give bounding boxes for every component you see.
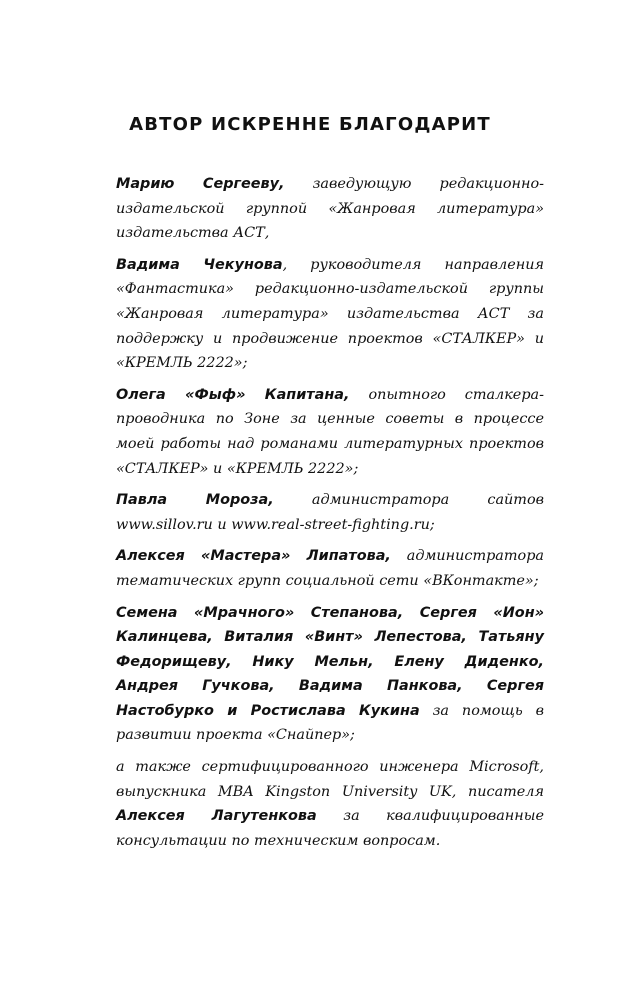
thanked-name: Павла Мороза, bbox=[116, 492, 274, 509]
paragraph-project-helpers bbox=[116, 601, 544, 749]
paragraph-maria-sergeeva bbox=[116, 172, 544, 246]
thanked-name: Вадима Чекунова bbox=[116, 256, 283, 273]
paragraph-oleg-kapitan bbox=[116, 383, 544, 481]
paragraph-aleksey-lipatov bbox=[116, 544, 544, 593]
page-heading: АВТОР ИСКРЕННЕ БЛАГОДАРИТ bbox=[129, 114, 491, 135]
paragraph-text: за квалифицированные консультации по техническим вопросам. bbox=[116, 808, 544, 849]
paragraph-aleksey-lagutenkov bbox=[116, 755, 544, 853]
thanked-name: Алексея «Мастера» Липатова, bbox=[116, 548, 391, 565]
paragraph-vadim-chekunov bbox=[116, 253, 544, 376]
paragraph-text: за помощь в развитии проекта «Снайпер»; bbox=[116, 702, 544, 744]
thanked-name: Марию Сергееву, bbox=[116, 176, 285, 192]
thanked-names-list: Семена «Мрачного» Степанова, Сергея «Ион» Калинцева, Виталия «Винт» Лепестова, Татьяну Федорищеву, Нику Мельн, Елену Диденко, Андрея Гучкова, Вадима Панкова, Сергея Настобурко и Ростислава Кукина bbox=[116, 604, 544, 719]
paragraph-lead-text: а также сертифицированного инженера Microsoft, выпускника MBA Kingston University UK, писателя bbox=[116, 759, 544, 800]
paragraph-text: опытного сталкера-проводника по Зоне за ценные советы в процессе моей работы над романами литературных проектов «СТАЛКЕР» и «КРЕМЛЬ 2222»; bbox=[116, 386, 544, 477]
thanked-name: Олега «Фыф» Капитана, bbox=[116, 386, 350, 403]
paragraph-pavel-moroz bbox=[116, 488, 544, 537]
paragraph-text: заведующую редакционно-издательской группой «Жанровая литература» издательства АСТ, bbox=[116, 176, 544, 242]
thanked-name: Алексея Лагутенкова bbox=[116, 808, 317, 825]
paragraph-text: , руководителя направления «Фантастика» редакционно-издательской группы «Жанровая литература» издательства АСТ за поддержку и продвижение проектов «СТАЛКЕР» и «КРЕМЛЬ 2222»; bbox=[116, 256, 544, 372]
paragraph-text: администратора тематических групп социальной сети «ВКонтакте»; bbox=[116, 548, 544, 589]
acknowledgements-body bbox=[116, 172, 544, 860]
paragraph-text: администратора сайтов www.sillov.ru и www.real-street-fighting.ru; bbox=[116, 492, 544, 533]
